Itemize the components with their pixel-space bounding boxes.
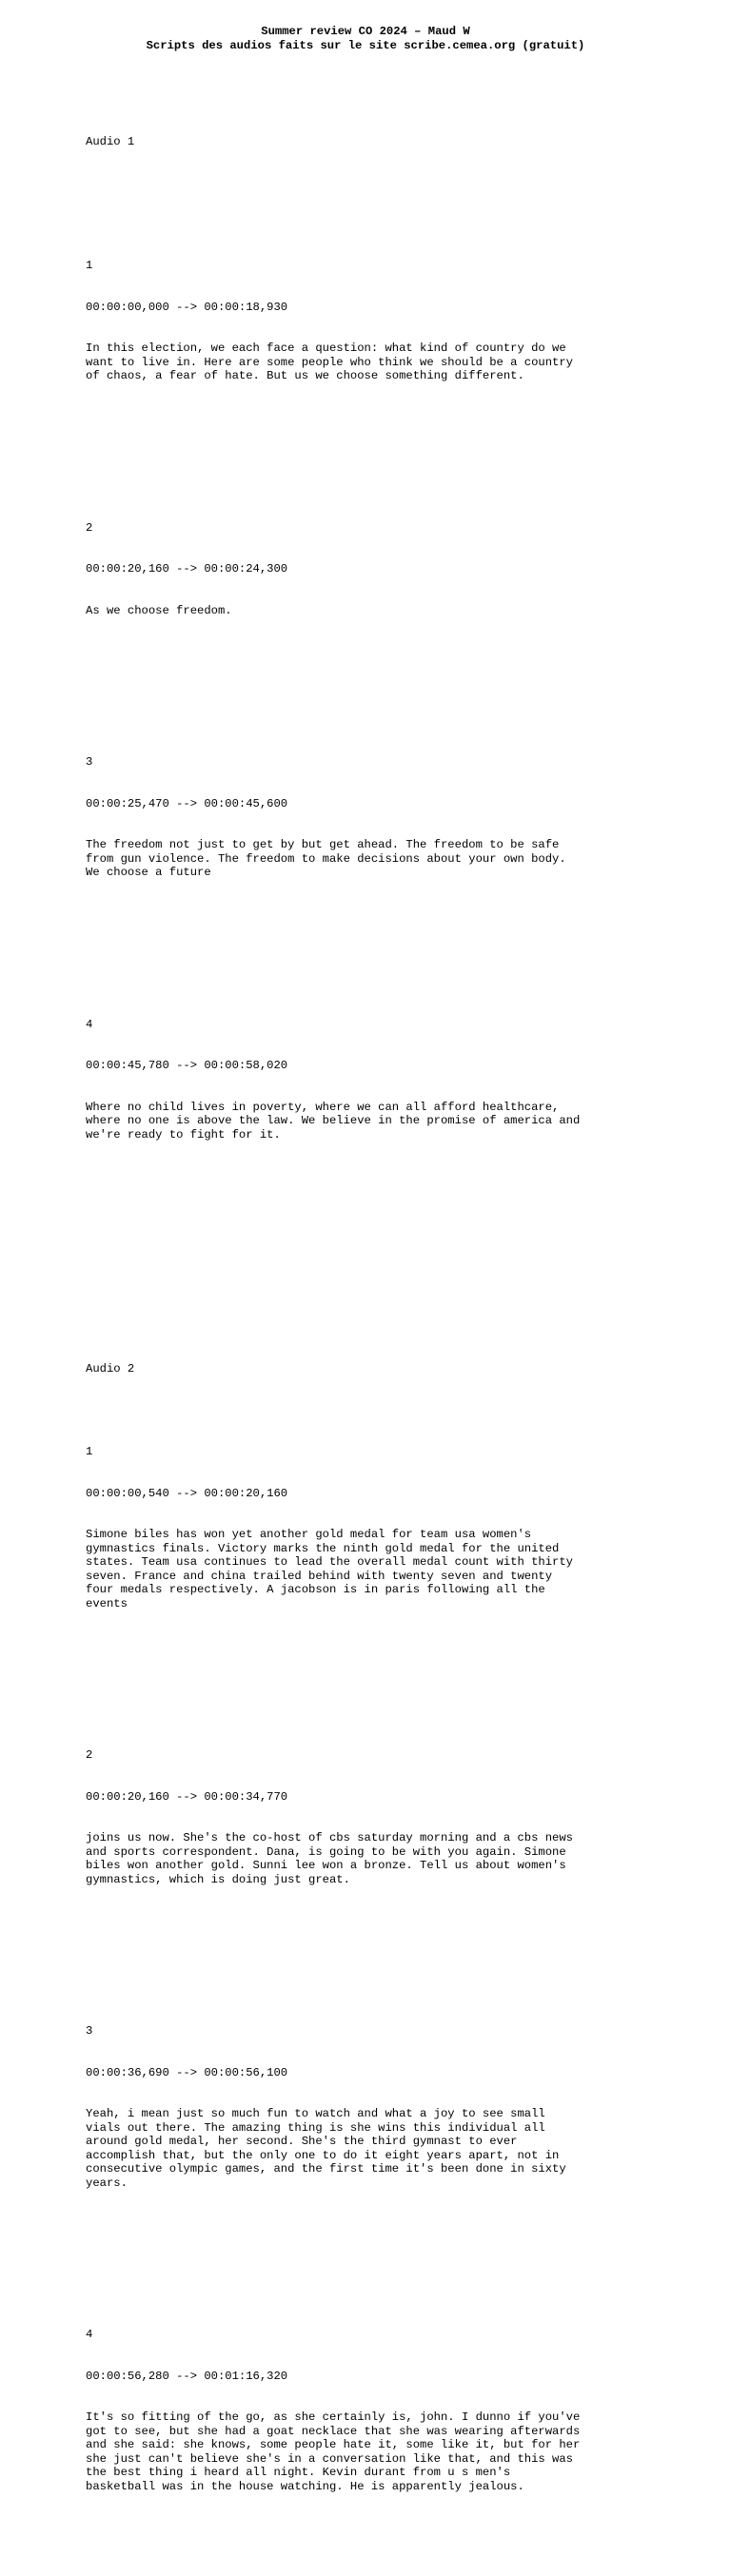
cue-number: 3 [86, 2024, 93, 2038]
document-header [0, 25, 731, 52]
audio-section-2 [86, 1335, 695, 2548]
cue-timestamp: 00:00:25,470 --> 00:00:45,600 [86, 796, 288, 810]
audio-title: Audio 2 [86, 1362, 135, 1376]
cue-timestamp: 00:00:45,780 --> 00:00:58,020 [86, 1059, 288, 1072]
document-subtitle: Scripts des audios faits sur le site scribe.cemea.org (gratuit) [146, 38, 585, 52]
transcript-cue [86, 231, 695, 411]
transcript-cue [86, 1997, 695, 2217]
cue-text: joins us now. She's the co-host of cbs saturday morning and a cbs news and sports correspondent. Dana, is going to be with you again. Simone biles won another gold. Sunni lee won a bronze. Tell us about women's gymnastics, which is doing just great. [86, 1831, 573, 1886]
cue-text: It's so fitting of the go, as she certainly is, john. I dunno if you've got to see, but she had a goat necklace that she was wearing afterwards and she said: she knows, some people hate it, some like it, but for her she just can't believe she's in a conversation like that, and this was the best thing i heard all night. Kevin durant from u s men's basketball was in the house watching. He is apparently jealous. [86, 2410, 581, 2493]
transcript-cue [86, 1721, 695, 1914]
cue-number: 3 [86, 755, 93, 769]
cue-number: 2 [86, 1748, 93, 1762]
cue-text: As we choose freedom. [86, 603, 232, 617]
cue-number: 4 [86, 2328, 93, 2341]
cue-number: 1 [86, 259, 93, 272]
cue-text: The freedom not just to get by but get ahead. The freedom to be safe from gun violence. The freedom to make decisions about your own body. We choose a future [86, 838, 566, 879]
cue-timestamp: 00:00:20,160 --> 00:00:34,770 [86, 1789, 288, 1804]
audio-title: Audio 1 [86, 134, 135, 148]
transcript-cue [86, 2300, 695, 2521]
transcript-cue [86, 728, 695, 907]
cue-text: Yeah, i mean just so much fun to watch and what a joy to see small vials out there. The amazing thing is she wins this individual all around gold medal, her second. She's the third gymnast to ever accomplish that, but the only one to do it eight years apart, not in consecutive olympic games, and the first time it's been done in sixty years. [86, 2107, 566, 2190]
cue-number: 2 [86, 520, 93, 535]
transcript-cue [86, 1417, 695, 1638]
cue-text: Simone biles has won yet another gold medal for team usa women's gymnastics finals. Victory marks the ninth gold medal for the united states. Team usa continues to lead the overall medal count with thirty seven. France and china trailed behind with twenty seven and twenty four medals respectively. A jacobson is in paris following all the events [86, 1528, 573, 1610]
cue-timestamp: 00:00:20,160 --> 00:00:24,300 [86, 562, 288, 576]
cue-timestamp: 00:00:56,280 --> 00:01:16,320 [86, 2369, 288, 2383]
audio-section-1 [86, 107, 695, 1198]
cue-timestamp: 00:00:00,540 --> 00:00:20,160 [86, 1486, 288, 1500]
cue-text: In this election, we each face a question: what kind of country do we want to live in. Here are some people who think we should be a country of chaos, a fear of hate. But us we choose something different. [86, 342, 573, 382]
document-body [86, 66, 695, 2576]
cue-number: 1 [86, 1445, 93, 1458]
cue-number: 4 [86, 1017, 93, 1031]
transcript-cue [86, 990, 695, 1170]
transcript-cue [86, 494, 695, 646]
cue-text: Where no child lives in poverty, where we can all afford healthcare, where no one is above the law. We believe in the promise of america and we're ready to fight for it. [86, 1100, 581, 1142]
cue-timestamp: 00:00:36,690 --> 00:00:56,100 [86, 2065, 288, 2079]
cue-timestamp: 00:00:00,000 --> 00:00:18,930 [86, 300, 288, 314]
document-title: Summer review CO 2024 – Maud W [261, 25, 470, 38]
